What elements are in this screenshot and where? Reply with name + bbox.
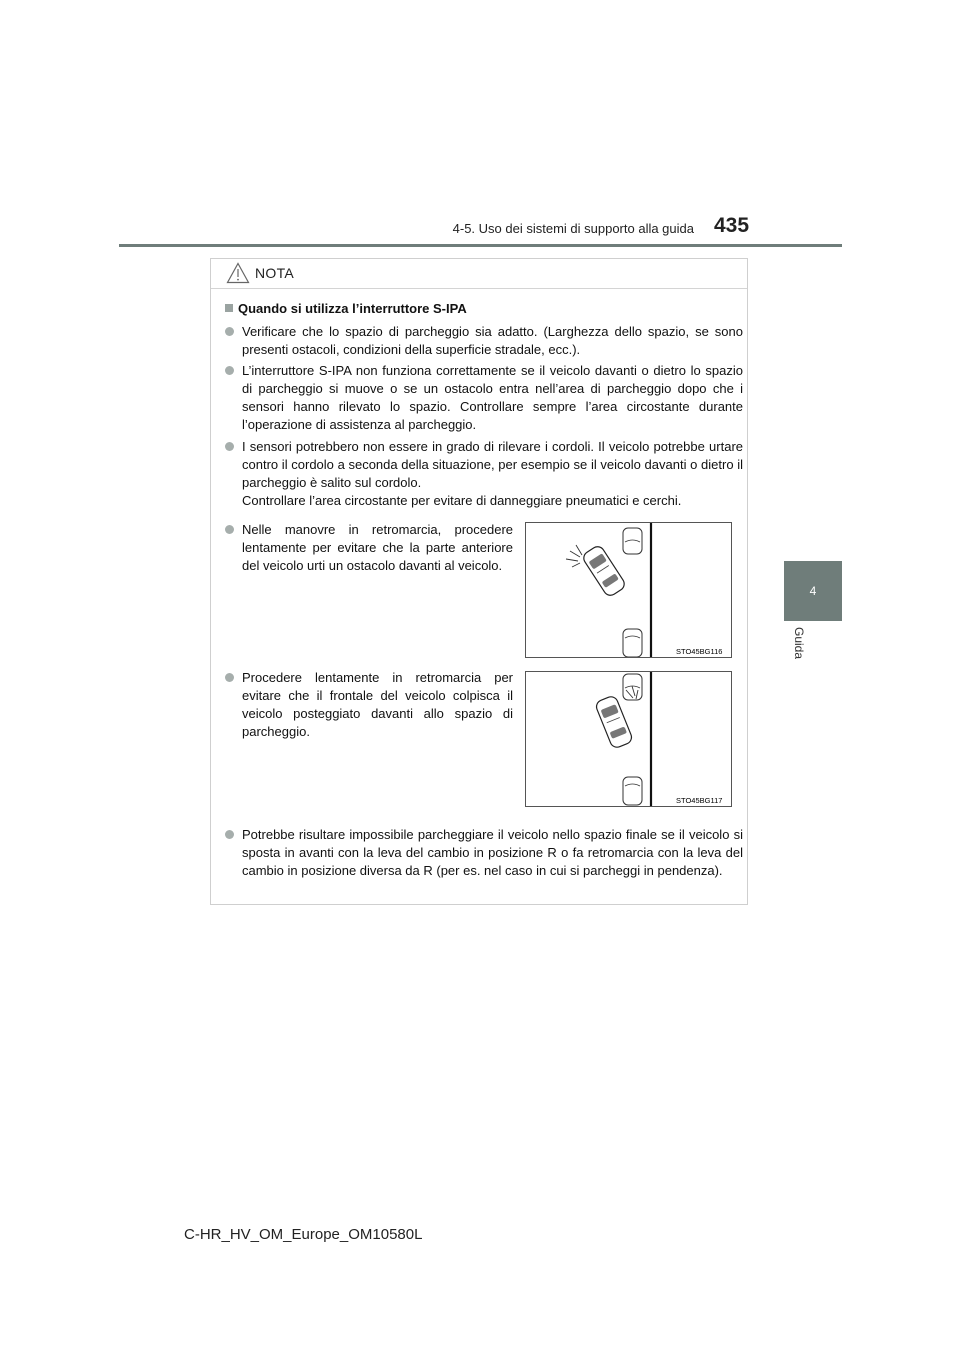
bullet-icon xyxy=(225,327,234,336)
list-item-text: I sensori potrebbero non essere in grado di rilevare i cordoli. Il veicolo potrebbe urtare contro il cordolo a seconda della situazione, per esempio se il veicolo davanti o dietro il parcheggio è salito sul cordolo. xyxy=(242,439,743,490)
header-divider xyxy=(119,244,842,247)
bullet-icon xyxy=(225,366,234,375)
figure-reverse-parked-car xyxy=(525,671,732,807)
chapter-number: 4 xyxy=(809,584,817,598)
list-item-text: Nelle manovre in retromarcia, procedere lentamente per evitare che la parte anteriore del veicolo urti un ostacolo davanti al veicolo. xyxy=(242,522,513,573)
nota-box xyxy=(210,258,748,905)
list-item-text: Verificare che lo spazio di parcheggio sia adatto. (Larghezza dello spazio, se sono presenti ostacoli, condizioni della superficie stradale, ecc.). xyxy=(242,324,743,357)
list-item xyxy=(225,362,743,434)
bullet-icon xyxy=(225,673,234,682)
figure-code: STO45BG117 xyxy=(676,796,723,805)
parking-diagram-icon xyxy=(526,523,731,657)
bullet-icon xyxy=(225,442,234,451)
list-item xyxy=(225,438,743,510)
chapter-tab xyxy=(784,561,842,621)
list-item xyxy=(225,826,743,880)
nota-title: NOTA xyxy=(255,265,295,281)
list-item-text: Potrebbe risultare impossibile parcheggiare il veicolo nello spazio finale se il veicolo si sposta in avanti con la leva del cambio in posizione R o fa retromarcia con la leva del cambio in posizione diversa da R (per es. nel caso in cui si parcheggi in pendenza). xyxy=(242,827,743,878)
running-header xyxy=(400,221,700,236)
list-item-text-extra: Controllare l’area circostante per evitare di danneggiare pneumatici e cerchi. xyxy=(242,493,682,508)
warning-triangle-icon xyxy=(226,262,250,284)
figure-reverse-obstacle xyxy=(525,522,732,658)
section-heading: Quando si utilizza l’interruttore S-IPA xyxy=(225,301,467,316)
chapter-label: Guida xyxy=(792,627,806,660)
list-item xyxy=(225,521,513,575)
bullet-icon xyxy=(225,525,234,534)
nota-header xyxy=(211,259,747,289)
bullet-icon xyxy=(225,830,234,839)
list-item-text: Procedere lentamente in retromarcia per evitare che il frontale del veicolo colpisca il veicolo posteggiato davanti allo spazio di parcheggio. xyxy=(242,670,513,739)
page-number: 435 xyxy=(714,214,750,237)
section-title: 4-5. Uso dei sistemi di supporto alla guida xyxy=(452,221,694,236)
square-bullet-icon xyxy=(225,304,233,312)
list-item xyxy=(225,669,513,741)
figure-code: STO45BG116 xyxy=(676,647,723,656)
manual-code: C-HR_HV_OM_Europe_OM10580L xyxy=(184,1226,423,1243)
list-item-text: L’interruttore S-IPA non funziona correttamente se il veicolo davanti o dietro lo spazio di parcheggio si muove o se un ostacolo entra nell’area di parcheggio dopo che i sensori hanno rilevato lo spazio. Controllare sempre l’area circostante durante l’operazione di assistenza al parcheggio. xyxy=(242,363,743,432)
parking-diagram-icon xyxy=(526,672,731,806)
list-item xyxy=(225,323,743,359)
